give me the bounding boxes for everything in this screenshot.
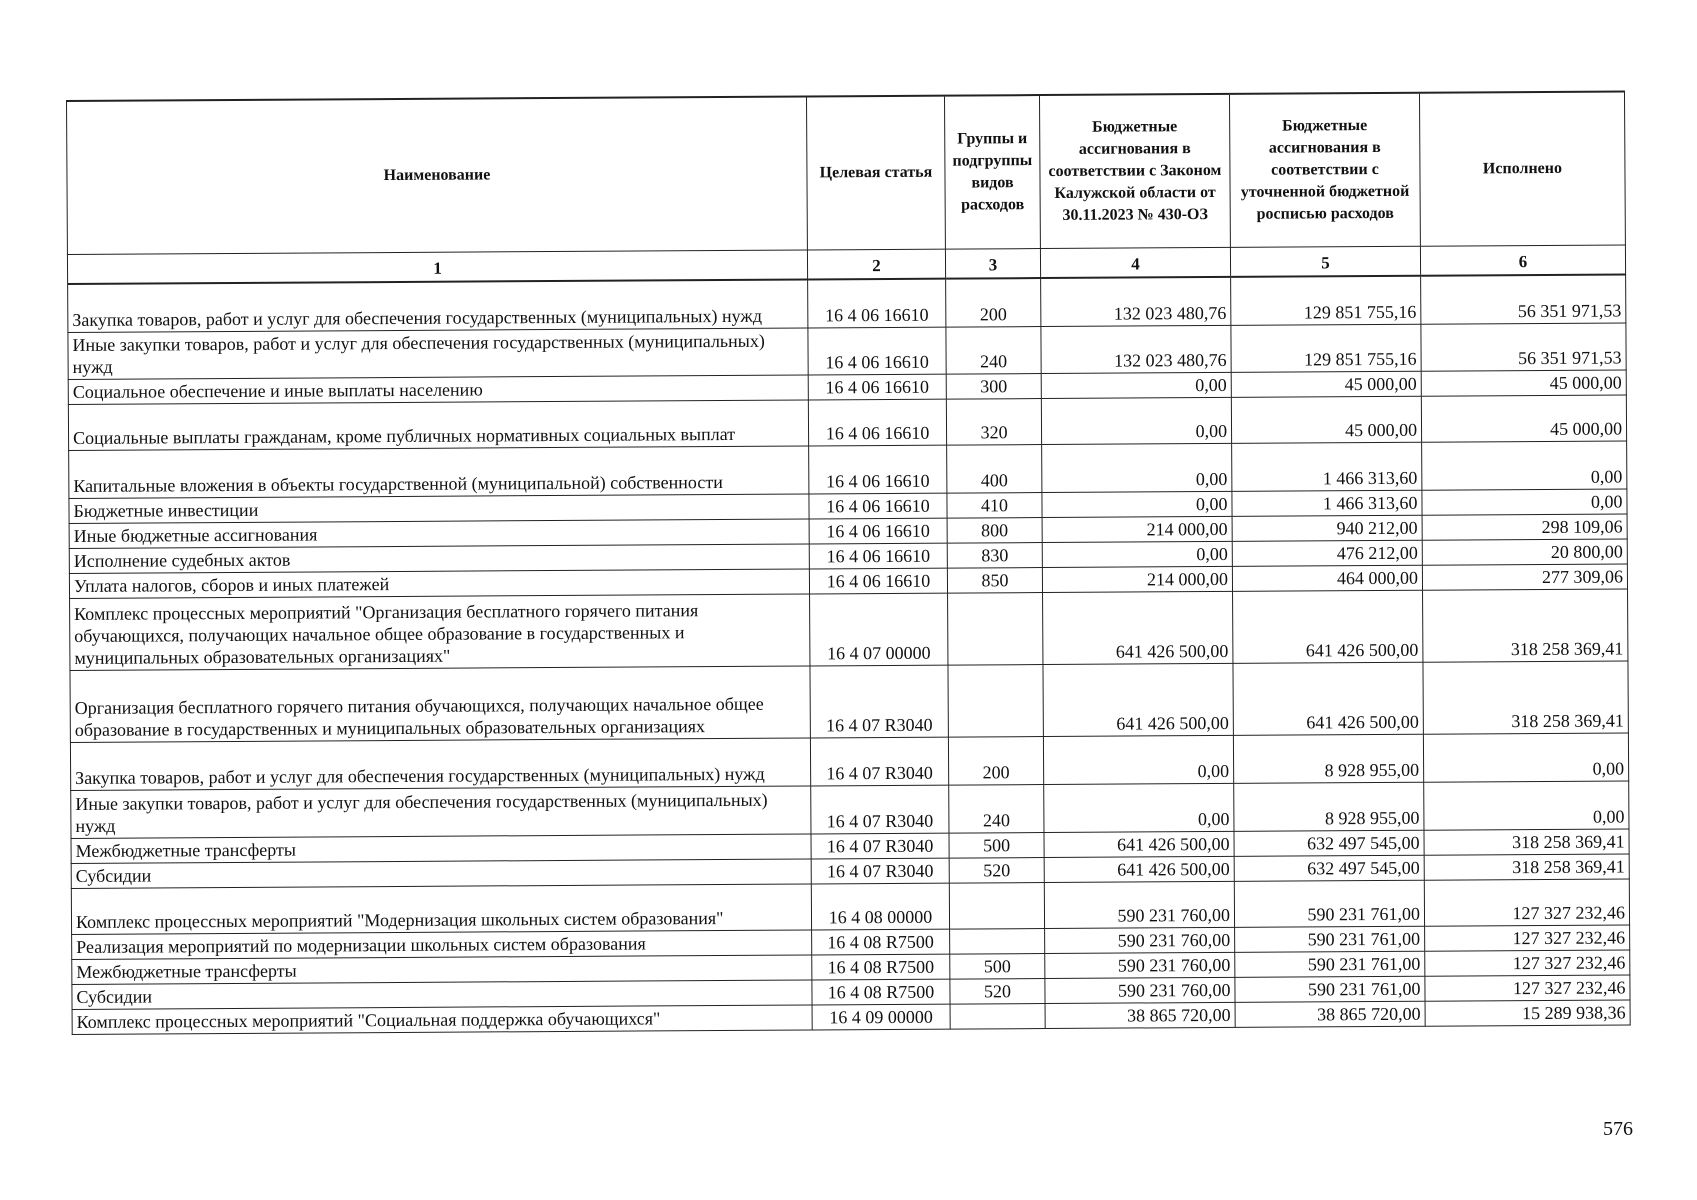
cell-name: Комплекс процессных мероприятий "Организация бесплатного горячего питания обучающихся, получающих начальное общее образование в государственных и муниципальных образовательных организациях" <box>70 593 810 670</box>
cell-name: Межбюджетные трансферты <box>71 833 811 863</box>
cell-expense-group: 520 <box>950 978 1045 1004</box>
cell-expense-group: 500 <box>950 953 1045 979</box>
column-number: 1 <box>67 250 807 284</box>
cell-executed: 277 309,06 <box>1422 563 1627 589</box>
cell-expense-group <box>950 1003 1045 1029</box>
table-header <box>67 91 1626 284</box>
cell-target-article: 16 4 06 16610 <box>808 327 946 375</box>
cell-target-article: 16 4 07 R3040 <box>810 737 948 786</box>
cell-target-article: 16 4 07 R3040 <box>810 665 948 738</box>
cell-name: Капитальные вложения в объекты государственной (муниципальной) собственности <box>69 445 809 498</box>
cell-law-allocation: 132 023 480,76 <box>1041 325 1231 373</box>
cell-law-allocation: 641 426 500,00 <box>1044 856 1234 882</box>
cell-refined-allocation: 38 865 720,00 <box>1235 1001 1425 1027</box>
cell-target-article: 16 4 06 16610 <box>809 518 947 544</box>
header-executed: Исполнено <box>1419 91 1625 246</box>
header-target-article: Целевая статья <box>806 96 945 250</box>
cell-expense-group: 320 <box>946 398 1041 445</box>
cell-executed: 127 327 232,46 <box>1425 974 1630 1000</box>
cell-law-allocation: 214 000,00 <box>1042 566 1232 592</box>
cell-refined-allocation: 641 426 500,00 <box>1233 662 1423 735</box>
cell-refined-allocation: 590 231 761,00 <box>1235 976 1425 1002</box>
column-number: 6 <box>1420 245 1625 276</box>
cell-name: Бюджетные инвестиции <box>69 493 809 523</box>
cell-refined-allocation: 8 928 955,00 <box>1234 782 1424 831</box>
cell-target-article: 16 4 06 16610 <box>809 445 947 494</box>
cell-executed: 0,00 <box>1424 780 1629 829</box>
cell-refined-allocation: 1 466 313,60 <box>1232 442 1422 491</box>
cell-name: Комплекс процессных мероприятий "Модернизация школьных систем образования" <box>71 883 811 934</box>
header-refined-allocations: Бюджетные ассигнования в соответствии с уточненной бюджетной росписью расходов <box>1229 93 1420 248</box>
cell-executed: 318 258 369,41 <box>1424 853 1629 879</box>
cell-expense-group: 410 <box>947 492 1042 518</box>
cell-executed: 127 327 232,46 <box>1425 924 1630 950</box>
cell-name: Социальное обеспечение и иные выплаты населению <box>68 374 808 404</box>
page-number: 576 <box>1603 1118 1633 1140</box>
cell-target-article: 16 4 06 16610 <box>809 543 947 569</box>
cell-refined-allocation: 45 000,00 <box>1231 371 1421 397</box>
table-body <box>68 274 1631 1034</box>
cell-law-allocation: 0,00 <box>1042 491 1232 517</box>
cell-executed: 56 351 971,53 <box>1421 274 1626 323</box>
cell-name: Субсидии <box>72 979 812 1009</box>
cell-executed: 20 800,00 <box>1422 538 1627 564</box>
cell-refined-allocation: 129 851 755,16 <box>1231 276 1421 325</box>
cell-name: Реализация мероприятий по модернизации школьных систем образования <box>72 929 812 959</box>
cell-expense-group <box>948 592 1043 665</box>
cell-target-article: 16 4 08 R7500 <box>812 979 950 1005</box>
cell-name: Иные закупки товаров, работ и услуг для обеспечения государственных (муниципальных) нужд <box>68 327 808 379</box>
cell-target-article: 16 4 06 16610 <box>808 374 946 400</box>
column-number: 4 <box>1040 247 1230 278</box>
cell-executed: 45 000,00 <box>1421 394 1626 441</box>
cell-expense-group: 400 <box>947 444 1042 493</box>
cell-law-allocation: 0,00 <box>1041 372 1231 398</box>
cell-name: Межбюджетные трансферты <box>72 954 812 984</box>
cell-refined-allocation: 641 426 500,00 <box>1233 590 1423 663</box>
cell-name: Исполнение судебных актов <box>69 543 809 573</box>
cell-law-allocation: 590 231 760,00 <box>1044 881 1234 928</box>
cell-executed: 15 289 938,36 <box>1425 999 1630 1025</box>
header-law-allocations: Бюджетные ассигнования в соответствии с Законом Калужской области от 30.11.2023 № 430-ОЗ <box>1039 94 1230 249</box>
cell-executed: 0,00 <box>1422 488 1627 514</box>
cell-executed: 318 258 369,41 <box>1424 828 1629 854</box>
cell-refined-allocation: 1 466 313,60 <box>1232 490 1422 516</box>
cell-law-allocation: 590 231 760,00 <box>1045 927 1235 953</box>
table-row <box>70 588 1628 670</box>
cell-target-article: 16 4 06 16610 <box>809 568 947 594</box>
cell-law-allocation: 641 426 500,00 <box>1043 663 1233 736</box>
column-number: 5 <box>1230 246 1420 277</box>
cell-refined-allocation: 476 212,00 <box>1232 540 1422 566</box>
cell-name: Закупка товаров, работ и услуг для обеспечения государственных (муниципальных) нужд <box>68 279 808 332</box>
cell-target-article: 16 4 08 R7500 <box>812 929 950 955</box>
cell-law-allocation: 0,00 <box>1044 783 1234 832</box>
cell-name: Уплата налогов, сборов и иных платежей <box>69 568 809 598</box>
cell-refined-allocation: 590 231 761,00 <box>1235 951 1425 977</box>
cell-refined-allocation: 632 497 545,00 <box>1234 855 1424 881</box>
cell-refined-allocation: 8 928 955,00 <box>1233 734 1423 783</box>
cell-law-allocation: 641 426 500,00 <box>1043 591 1233 664</box>
cell-law-allocation: 132 023 480,76 <box>1041 277 1231 326</box>
cell-target-article: 16 4 09 00000 <box>812 1004 950 1030</box>
cell-refined-allocation: 590 231 761,00 <box>1235 926 1425 952</box>
column-number: 3 <box>945 249 1040 279</box>
cell-refined-allocation: 464 000,00 <box>1232 565 1422 591</box>
cell-target-article: 16 4 06 16610 <box>809 493 947 519</box>
cell-expense-group: 850 <box>947 567 1042 593</box>
cell-executed: 56 351 971,53 <box>1421 322 1626 370</box>
cell-law-allocation: 0,00 <box>1042 541 1232 567</box>
cell-target-article: 16 4 07 R3040 <box>811 833 949 859</box>
budget-table <box>66 90 1631 1034</box>
cell-name: Закупка товаров, работ и услуг для обеспечения государственных (муниципальных) нужд <box>70 737 810 790</box>
cell-executed: 318 258 369,41 <box>1423 660 1628 733</box>
cell-executed: 318 258 369,41 <box>1423 588 1628 661</box>
cell-expense-group <box>948 664 1043 737</box>
cell-law-allocation: 0,00 <box>1041 397 1231 444</box>
cell-executed: 0,00 <box>1422 440 1627 489</box>
cell-law-allocation: 641 426 500,00 <box>1044 831 1234 857</box>
cell-target-article: 16 4 07 R3040 <box>811 858 949 884</box>
cell-executed: 298 109,06 <box>1422 513 1627 539</box>
cell-expense-group <box>950 928 1045 954</box>
cell-law-allocation: 38 865 720,00 <box>1045 1002 1235 1028</box>
cell-expense-group: 800 <box>947 517 1042 543</box>
cell-expense-group: 520 <box>949 857 1044 883</box>
cell-refined-allocation: 940 212,00 <box>1232 515 1422 541</box>
cell-refined-allocation: 632 497 545,00 <box>1234 830 1424 856</box>
cell-name: Субсидии <box>71 858 811 888</box>
cell-executed: 0,00 <box>1423 732 1628 781</box>
cell-law-allocation: 214 000,00 <box>1042 516 1232 542</box>
cell-expense-group: 200 <box>948 736 1043 785</box>
cell-executed: 45 000,00 <box>1421 369 1626 395</box>
cell-executed: 127 327 232,46 <box>1425 949 1630 975</box>
cell-name: Комплекс процессных мероприятий "Социальная поддержка обучающихся" <box>72 1004 812 1034</box>
cell-refined-allocation: 590 231 761,00 <box>1234 880 1424 927</box>
cell-target-article: 16 4 08 00000 <box>811 883 949 930</box>
header-name: Наименование <box>67 96 808 254</box>
cell-name: Иные бюджетные ассигнования <box>69 518 809 548</box>
cell-expense-group: 240 <box>946 326 1041 374</box>
header-expense-groups: Группы и подгруппы видов расходов <box>944 95 1040 249</box>
cell-target-article: 16 4 07 R3040 <box>811 785 949 834</box>
table-row <box>70 660 1628 742</box>
cell-name: Иные закупки товаров, работ и услуг для обеспечения государственных (муниципальных) нужд <box>71 785 811 838</box>
cell-expense-group <box>949 882 1044 929</box>
cell-expense-group: 240 <box>949 784 1044 833</box>
cell-law-allocation: 590 231 760,00 <box>1045 977 1235 1003</box>
cell-target-article: 16 4 06 16610 <box>808 399 946 446</box>
cell-target-article: 16 4 06 16610 <box>808 279 946 328</box>
cell-refined-allocation: 129 851 755,16 <box>1231 324 1421 372</box>
cell-law-allocation: 0,00 <box>1043 735 1233 784</box>
cell-refined-allocation: 45 000,00 <box>1231 396 1421 443</box>
cell-law-allocation: 590 231 760,00 <box>1045 952 1235 978</box>
cell-name: Организация бесплатного горячего питания обучающихся, получающих начальное общее образование в государственных и муниципальных образовательных организациях <box>70 665 810 742</box>
cell-target-article: 16 4 08 R7500 <box>812 954 950 980</box>
cell-expense-group: 830 <box>947 542 1042 568</box>
cell-executed: 127 327 232,46 <box>1424 878 1629 925</box>
cell-name: Социальные выплаты гражданам, кроме публичных нормативных социальных выплат <box>68 399 808 450</box>
cell-expense-group: 300 <box>946 373 1041 399</box>
cell-expense-group: 500 <box>949 832 1044 858</box>
column-number: 2 <box>807 249 945 279</box>
cell-law-allocation: 0,00 <box>1042 443 1232 492</box>
cell-expense-group: 200 <box>946 278 1041 327</box>
cell-target-article: 16 4 07 00000 <box>810 593 948 666</box>
